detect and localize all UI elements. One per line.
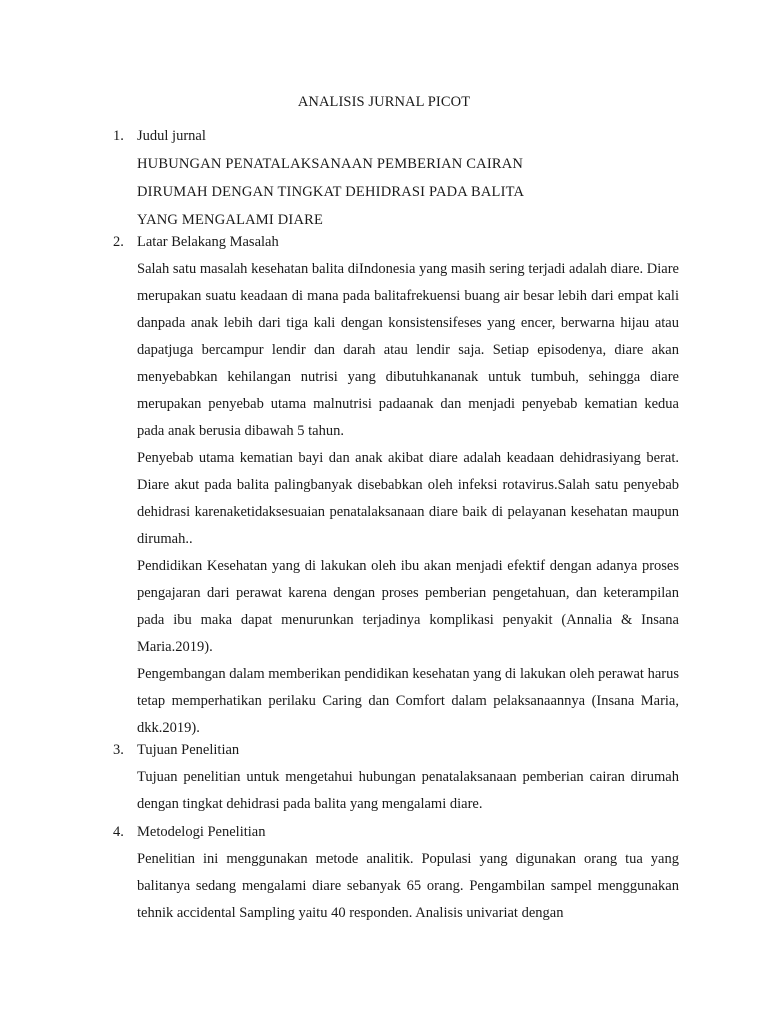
section-tujuan-penelitian [113, 738, 679, 818]
paragraph: Penyebab utama kematian bayi dan anak akibat diare adalah keadaan dehidrasiyang berat. Diare akut pada balita palingbanyak disebabkan oleh infeksi rotavirus.Salah satu penyebab dehidrasi karenaketidaksesuaian penatalaksanaan diare baik di pelayanan kesehatan maupun dirumah.. [137, 450, 679, 547]
section-label: Tujuan Penelitian [137, 742, 240, 758]
section-number: 1. [113, 128, 124, 144]
paragraph: Salah satu masalah kesehatan balita diIndonesia yang masih sering terjadi adalah diare. Diare merupakan suatu keadaan di mana pada balitafrekuensi buang air besar lebih dari empat kali danpada anak lebih dari tiga kali dengan konsistensifeses yang encer, berwarna hijau atau dapatjuga bercampur lendir dan darah atau lendir saja. Setiap episodenya, diare akan menyebabkan kehilangan nutrisi yang dibutuhkananak untuk tumbuh, sehingga diare merupakan penyebab utama malnutrisi padaanak dan menjadi penyebab kematian kedua pada anak berusia dibawah 5 tahun. [137, 261, 679, 439]
paragraph: Pengembangan dalam memberikan pendidikan kesehatan yang di lakukan oleh perawat harus tetap memperhatikan perilaku Caring dan Comfort dalam pelaksanaannya (Insana Maria, dkk.2019). [137, 666, 679, 736]
paragraph: Pendidikan Kesehatan yang di lakukan oleh ibu akan menjadi efektif dengan adanya proses pengajaran dari perawat karena dengan proses pemberian pengetahuan, dan keterampilan pada ibu maka dapat menurunkan terjadinya komplikasi penyakit (Annalia & Insana Maria.2019). [137, 558, 679, 655]
section-body [137, 764, 679, 818]
section-judul-jurnal [113, 124, 679, 234]
section-number: 2. [113, 234, 124, 250]
section-label: Judul jurnal [137, 128, 206, 144]
section-metodelogi-penelitian [113, 820, 679, 927]
section-heading [113, 738, 679, 762]
section-body [137, 256, 679, 742]
section-latar-belakang [113, 230, 679, 742]
journal-title-line: YANG MENGALAMI DIARE [137, 212, 324, 228]
journal-title-line: HUBUNGAN PENATALAKSANAAN PEMBERIAN CAIRAN [137, 156, 524, 172]
section-body [137, 846, 679, 927]
journal-title-line: DIRUMAH DENGAN TINGKAT DEHIDRASI PADA BALITA [137, 184, 525, 200]
paragraph: Tujuan penelitian untuk mengetahui hubungan penatalaksanaan pemberian cairan dirumah dengan tingkat dehidrasi pada balita yang mengalami diare. [137, 769, 679, 812]
section-number: 3. [113, 742, 124, 758]
section-body [137, 150, 679, 234]
section-number: 4. [113, 824, 124, 840]
section-heading [113, 124, 679, 148]
paragraph: Penelitian ini menggunakan metode analitik. Populasi yang digunakan orang tua yang balitanya sedang mengalami diare sebanyak 65 orang. Pengambilan sampel menggunakan tehnik accidental Sampling yaitu 40 responden. Analisis univariat dengan [137, 851, 679, 921]
document-title: ANALISIS JURNAL PICOT [297, 94, 471, 110]
section-heading [113, 230, 679, 254]
section-label: Metodelogi Penelitian [137, 824, 266, 840]
section-heading [113, 820, 679, 844]
section-label: Latar Belakang Masalah [137, 234, 279, 250]
